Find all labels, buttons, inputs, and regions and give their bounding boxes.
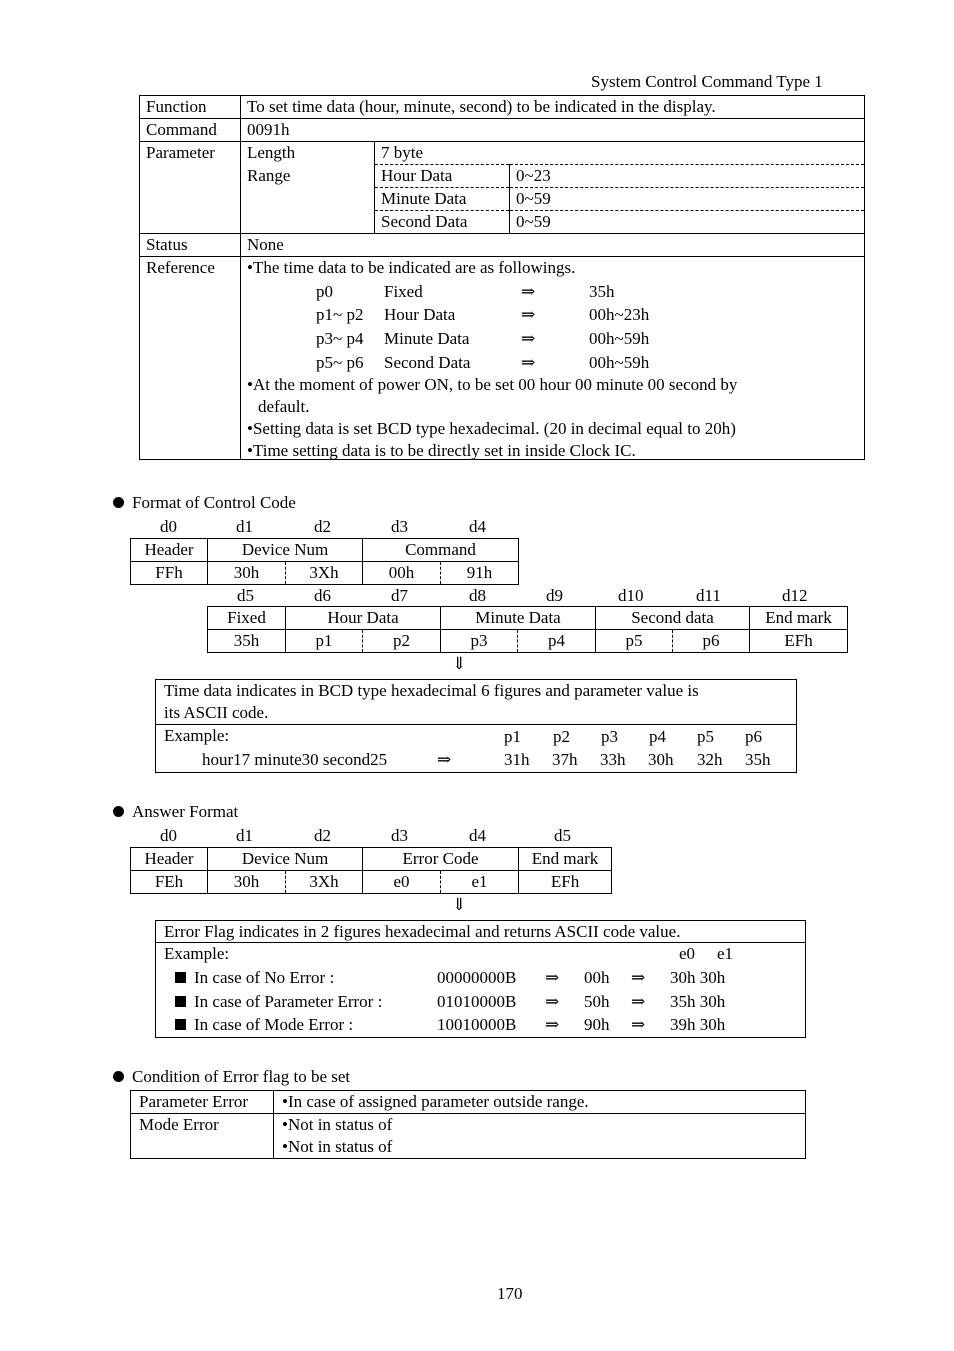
index-d3: d3 <box>391 517 408 536</box>
minute-data-label: Minute Data <box>441 607 596 630</box>
example-value-p2: 37h <box>552 750 578 769</box>
condition-heading-text: Condition of Error flag to be set <box>132 1067 351 1086</box>
example-param-p2: p2 <box>553 727 570 746</box>
fixed-label: Fixed <box>208 607 286 630</box>
answer-index-d1: d1 <box>236 826 253 845</box>
length-value: 7 byte <box>375 142 865 165</box>
answer-format-table <box>130 847 612 894</box>
square-bullet-icon <box>175 996 186 1007</box>
function-label: Function <box>140 96 241 119</box>
mapping-minute-value: 00h~59h <box>589 329 650 348</box>
device-num-value-1: 30h <box>208 562 286 585</box>
param-error-label: Parameter Error <box>131 1091 274 1114</box>
function-value: To set time data (hour, minute, second) to be indicated in the display. <box>241 96 865 119</box>
device-num-label: Device Num <box>208 539 363 562</box>
index-d5: d5 <box>237 586 254 605</box>
index-d7: d7 <box>391 586 408 605</box>
case-bin: 10010000B <box>437 1015 517 1034</box>
mapping-second-name: Second Data <box>384 353 471 372</box>
command-spec-table <box>139 95 865 460</box>
example-value-p3: 33h <box>600 750 626 769</box>
case-arrow: ⇒ <box>545 1015 560 1034</box>
param-error-text: •In case of assigned parameter outside range. <box>274 1091 806 1114</box>
case-no-error <box>175 968 334 988</box>
mode-error-line: •Not in status of <box>282 1115 393 1134</box>
down-arrow-icon: ⇓ <box>452 895 467 914</box>
range-second-value: 0~59 <box>510 211 865 234</box>
square-bullet-icon <box>175 972 186 983</box>
command-label: Command <box>140 119 241 142</box>
mapping-p0: p0 <box>316 282 333 301</box>
case-arrow: ⇒ <box>631 968 646 987</box>
example-param-p5: p5 <box>697 727 714 746</box>
answer-example-label: Example: <box>164 944 230 963</box>
example-param-p4: p4 <box>649 727 666 746</box>
status-value: None <box>241 234 865 257</box>
square-bullet-icon <box>175 1019 186 1030</box>
mapping-p3-p4: p3~ p4 <box>316 329 364 348</box>
example-param-p1: p1 <box>504 727 521 746</box>
mapping-second-value: 00h~59h <box>589 353 650 372</box>
page-number: 170 <box>497 1284 523 1303</box>
example-value-p6: 35h <box>745 750 771 769</box>
example-arrow: ⇒ <box>437 750 452 769</box>
parameter-label: Parameter <box>140 142 241 234</box>
case-bin: 01010000B <box>437 992 517 1011</box>
col-e1-label: e1 <box>717 944 734 963</box>
param-p6: p6 <box>673 630 750 653</box>
mapping-hour-value: 00h~23h <box>589 305 650 324</box>
device-num-value-2: 3Xh <box>286 562 363 585</box>
answer-header-label: Header <box>131 848 208 871</box>
case-label: In case of Parameter Error : <box>194 992 383 1011</box>
answer-device-num-label: Device Num <box>208 848 363 871</box>
mapping-fixed-value: 35h <box>589 282 615 301</box>
index-d11: d11 <box>696 586 721 605</box>
header-label: Header <box>131 539 208 562</box>
document-type-header: System Control Command Type 1 <box>591 72 823 91</box>
end-mark-value: EFh <box>750 630 848 653</box>
answer-format-heading-text: Answer Format <box>132 802 239 821</box>
reference-note-clock-ic: •Time setting data is to be directly set in inside Clock IC. <box>247 441 636 460</box>
case-ascii: 30h 30h <box>670 968 726 987</box>
range-minute-value: 0~59 <box>510 188 865 211</box>
mode-error-label: Mode Error <box>131 1114 274 1159</box>
answer-index-d3: d3 <box>391 826 408 845</box>
reference-note-bcd: •Setting data is set BCD type hexadecimal. (20 in decimal equal to 20h) <box>247 419 736 438</box>
case-hex: 00h <box>584 968 610 987</box>
mapping-arrow: ⇒ <box>521 282 536 301</box>
command-label: Command <box>363 539 519 562</box>
case-parameter-error <box>175 992 382 1012</box>
case-arrow: ⇒ <box>631 992 646 1011</box>
index-d0: d0 <box>160 517 177 536</box>
case-bin: 00000000B <box>437 968 517 987</box>
mapping-fixed-name: Fixed <box>384 282 423 301</box>
length-label: Length <box>241 142 375 165</box>
answer-index-d0: d0 <box>160 826 177 845</box>
mapping-minute-name: Minute Data <box>384 329 470 348</box>
answer-note: Error Flag indicates in 2 figures hexadecimal and returns ASCII code value. <box>164 922 681 941</box>
case-ascii: 39h 30h <box>670 1015 726 1034</box>
example-text: hour17 minute30 second25 <box>202 750 388 769</box>
second-data-label: Second data <box>596 607 750 630</box>
case-label: In case of Mode Error : <box>194 1015 354 1034</box>
control-code-heading-text: Format of Control Code <box>132 493 296 512</box>
example-value-p4: 30h <box>648 750 674 769</box>
param-p2: p2 <box>363 630 441 653</box>
bullet-icon <box>113 806 124 817</box>
param-p1: p1 <box>286 630 363 653</box>
bullet-icon <box>113 1071 124 1082</box>
control-code-heading <box>113 493 296 513</box>
bullet-icon <box>113 497 124 508</box>
param-p5: p5 <box>596 630 673 653</box>
range-second-name: Second Data <box>375 211 510 234</box>
param-p3: p3 <box>441 630 518 653</box>
case-arrow: ⇒ <box>545 968 560 987</box>
header-value: FFh <box>131 562 208 585</box>
answer-end-mark-value: EFh <box>519 871 612 894</box>
reference-note-default: default. <box>258 397 310 416</box>
control-note-line-1: Time data indicates in BCD type hexadecimal 6 figures and parameter value is <box>164 681 699 700</box>
condition-heading <box>113 1067 350 1087</box>
answer-error-code-label: Error Code <box>363 848 519 871</box>
range-hour-value: 0~23 <box>510 165 865 188</box>
fixed-value: 35h <box>208 630 286 653</box>
index-d2: d2 <box>314 517 331 536</box>
reference-note-power-on: •At the moment of power ON, to be set 00 hour 00 minute 00 second by <box>247 375 738 394</box>
answer-index-d2: d2 <box>314 826 331 845</box>
answer-index-d4: d4 <box>469 826 486 845</box>
case-hex: 50h <box>584 992 610 1011</box>
case-label: In case of No Error : <box>194 968 335 987</box>
control-code-table-1 <box>130 538 519 585</box>
divider <box>155 942 805 943</box>
answer-device-num-value-2: 3Xh <box>286 871 363 894</box>
divider <box>155 724 796 725</box>
mapping-arrow: ⇒ <box>521 305 536 324</box>
param-p4: p4 <box>518 630 596 653</box>
example-param-p6: p6 <box>745 727 762 746</box>
range-label: Range <box>241 165 375 234</box>
status-label: Status <box>140 234 241 257</box>
case-hex: 90h <box>584 1015 610 1034</box>
reference-body <box>241 257 865 460</box>
index-d10: d10 <box>618 586 644 605</box>
case-ascii: 35h 30h <box>670 992 726 1011</box>
reference-label: Reference <box>140 257 241 460</box>
command-value: 0091h <box>241 119 865 142</box>
mapping-arrow: ⇒ <box>521 353 536 372</box>
index-d9: d9 <box>546 586 563 605</box>
index-d4: d4 <box>469 517 486 536</box>
end-mark-label: End mark <box>750 607 848 630</box>
example-value-p5: 32h <box>697 750 723 769</box>
col-e0-label: e0 <box>679 944 696 963</box>
mapping-hour-name: Hour Data <box>384 305 456 324</box>
command-value-2: 91h <box>441 562 519 585</box>
answer-format-heading <box>113 802 238 822</box>
hour-data-label: Hour Data <box>286 607 441 630</box>
case-arrow: ⇒ <box>631 1015 646 1034</box>
answer-error-code-e0: e0 <box>363 871 441 894</box>
answer-device-num-value-1: 30h <box>208 871 286 894</box>
mode-error-line: •Not in status of <box>282 1137 393 1156</box>
control-note-line-2: its ASCII code. <box>164 703 269 722</box>
index-d12: d12 <box>782 586 808 605</box>
mapping-p1-p2: p1~ p2 <box>316 305 364 324</box>
case-mode-error <box>175 1015 353 1035</box>
mapping-p5-p6: p5~ p6 <box>316 353 364 372</box>
error-condition-table <box>130 1090 806 1159</box>
answer-error-code-e1: e1 <box>441 871 519 894</box>
index-d6: d6 <box>314 586 331 605</box>
reference-intro: •The time data to be indicated are as followings. <box>247 258 576 277</box>
index-d1: d1 <box>236 517 253 536</box>
example-param-p3: p3 <box>601 727 618 746</box>
answer-header-value: FEh <box>131 871 208 894</box>
range-hour-name: Hour Data <box>375 165 510 188</box>
case-arrow: ⇒ <box>545 992 560 1011</box>
mode-error-text <box>274 1114 806 1159</box>
example-value-p1: 31h <box>504 750 530 769</box>
example-label: Example: <box>164 726 230 745</box>
down-arrow-icon: ⇓ <box>452 654 467 673</box>
answer-index-d5: d5 <box>554 826 571 845</box>
answer-end-mark-label: End mark <box>519 848 612 871</box>
index-d8: d8 <box>469 586 486 605</box>
mapping-arrow: ⇒ <box>521 329 536 348</box>
control-code-table-2 <box>207 606 848 653</box>
range-minute-name: Minute Data <box>375 188 510 211</box>
command-value-1: 00h <box>363 562 441 585</box>
